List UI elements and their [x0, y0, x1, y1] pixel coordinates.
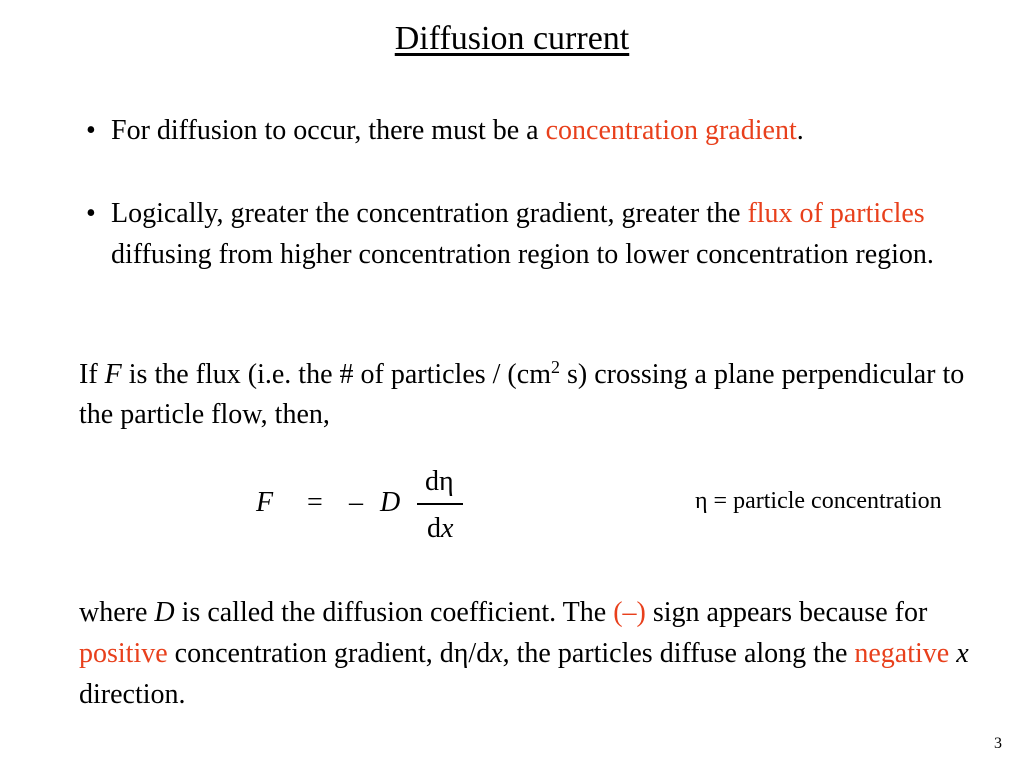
fraction-numerator: dη: [425, 466, 454, 497]
text-span: direction.: [79, 679, 186, 710]
equation-equals: =: [307, 487, 323, 518]
bullet-concentration-gradient: [86, 110, 996, 151]
equation-coefficient: D: [380, 487, 401, 518]
text-span: is called the diffusion coefficient. The: [174, 597, 614, 628]
bullet-dot: •: [86, 198, 96, 229]
equation-minus: –: [349, 487, 363, 518]
text-span: sign appears because for: [645, 597, 928, 628]
highlight-minus-sign: (–): [613, 597, 646, 628]
fraction-bar: [417, 503, 463, 505]
slide-title: Diffusion current: [394, 20, 630, 57]
text-span: , the particles diffuse along the: [502, 638, 855, 669]
bullet-text: [111, 110, 996, 151]
highlight-negative: negative: [854, 638, 950, 669]
highlight-positive: positive: [79, 638, 168, 669]
eta-definition-note: η = particle concentration: [695, 488, 942, 514]
bullet-text-part: Logically, greater the concentration gradient, greater the: [111, 198, 748, 229]
variable-x: x: [956, 638, 969, 669]
variable-x: x: [441, 513, 454, 544]
text-span: where: [79, 597, 155, 628]
bullet-dot: •: [86, 115, 96, 146]
highlight-flux-of-particles: flux of particles: [747, 198, 925, 229]
highlight-concentration-gradient: concentration gradient: [545, 115, 797, 146]
bullet-flux-of-particles: [86, 193, 996, 275]
text-span: is the flux (i.e. the # of particles / (cm: [121, 359, 551, 390]
bullet-text-part: diffusing from higher concentration region to lower concentration region.: [111, 239, 934, 270]
variable-x: x: [490, 638, 503, 669]
page-number: 3: [994, 735, 1002, 752]
bullet-text: [111, 193, 996, 275]
text-span: If: [79, 359, 105, 390]
bullet-text-part: For diffusion to occur, there must be a: [111, 115, 546, 146]
flux-definition-paragraph: [79, 355, 999, 435]
bullet-text-part: .: [796, 115, 804, 146]
variable-d: D: [154, 597, 175, 628]
text-span: concentration gradient, dη/d: [167, 638, 491, 669]
fraction-denominator: [427, 513, 453, 545]
diffusion-coefficient-paragraph: [79, 592, 999, 715]
text-span: s) crossing a plane perpendicular to the particle flow, then,: [79, 359, 965, 430]
text-span: d: [427, 513, 441, 544]
superscript-2: 2: [550, 357, 560, 377]
variable-f: F: [104, 359, 122, 390]
equation-lhs: F: [256, 487, 274, 518]
